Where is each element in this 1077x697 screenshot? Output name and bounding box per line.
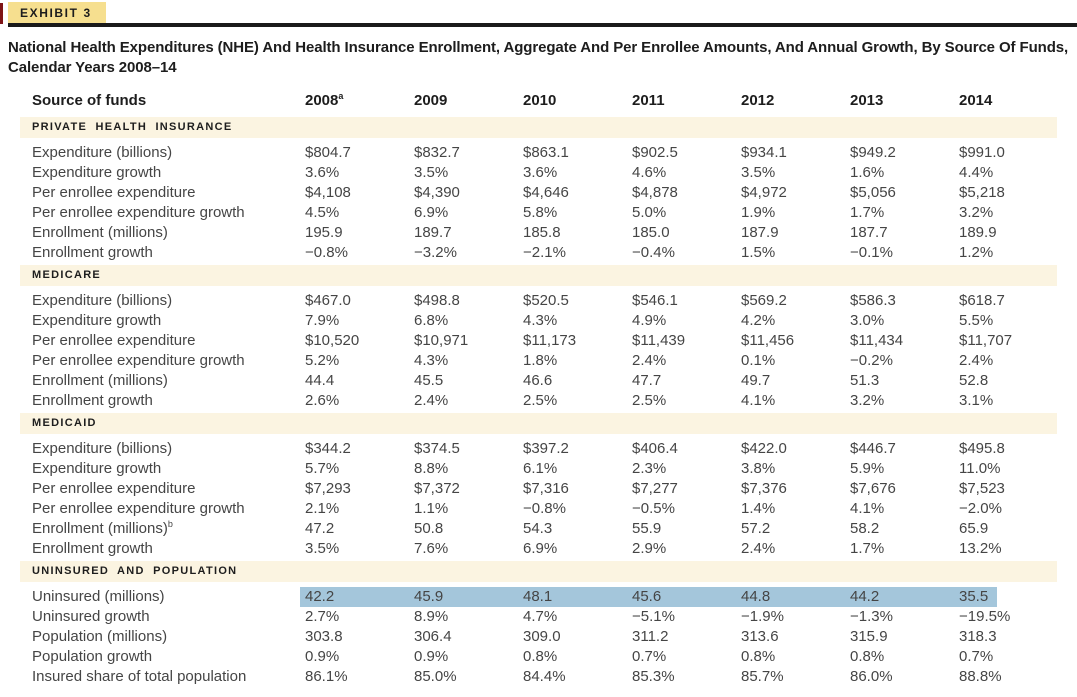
cell-value: 2.4% [959,352,994,369]
cell-value: −3.2% [414,244,457,261]
cell-value: 2.5% [523,392,558,409]
row-label: Enrollment growth [32,244,153,261]
table-row [20,499,1057,519]
cell-value: 2.4% [632,352,667,369]
row-label: Uninsured growth [32,608,150,625]
cell-value: $467.0 [305,292,351,309]
row-label: Population growth [32,648,153,665]
section-rows [20,582,1057,689]
cell-value: $991.0 [959,144,1005,161]
table-row [20,243,1057,263]
column-header-year: 2011 [632,92,665,109]
cell-value: 309.0 [523,628,561,645]
cell-value: $11,456 [741,332,795,349]
table-row [20,627,1057,647]
exhibit-title: National Health Expenditures (NHE) And Health Insurance Enrollment, Aggregate And Per Enrollee Amounts, And Annual Growth, By Source Of Funds, Calendar Years 2008–14 [8,39,1069,76]
cell-value: 42.2 [305,588,335,605]
table-row [20,479,1057,499]
cell-value: 44.4 [305,372,335,389]
cell-value: 4.1% [850,500,885,517]
cell-value: 86.1% [305,668,348,685]
cell-value: 1.6% [850,164,885,181]
row-label: Expenditure growth [32,460,162,477]
cell-value: 303.8 [305,628,343,645]
column-header-row [20,90,1057,117]
cell-value: 3.6% [523,164,558,181]
cell-value: 306.4 [414,628,452,645]
cell-value: 311.2 [632,628,669,645]
section-rows [20,434,1057,561]
cell-value: 2.4% [741,540,776,557]
cell-value: $422.0 [741,440,787,457]
cell-value: 1.5% [741,244,776,261]
cell-value: 5.8% [523,204,558,221]
row-label: Per enrollee expenditure [32,332,196,349]
cell-value: 4.7% [523,608,558,625]
cell-value: 3.5% [741,164,776,181]
cell-value: $406.4 [632,440,678,457]
column-header-year: 2013 [850,92,884,109]
cell-value: 189.7 [414,224,452,241]
cell-value: 2.4% [414,392,449,409]
cell-value: 3.2% [850,392,885,409]
exhibit-label: EXHIBIT 3 [8,2,106,23]
cell-value: $569.2 [741,292,787,309]
table-row [20,587,1057,607]
cell-value: 35.5 [959,588,989,605]
cell-value: $586.3 [850,292,896,309]
cell-value: −0.5% [632,500,675,517]
cell-value: $10,520 [305,332,360,349]
section-header: MEDICAID [20,413,1057,434]
cell-value: 4.2% [741,312,776,329]
cell-value: 0.7% [632,648,667,665]
cell-value: $4,390 [414,184,460,201]
row-label: Expenditure (billions) [32,144,173,161]
table-row [20,183,1057,203]
cell-value: 3.2% [959,204,994,221]
cell-value: 44.2 [850,588,880,605]
cell-value: 6.9% [414,204,449,221]
cell-value: 54.3 [523,520,553,537]
cell-value: 44.8 [741,588,771,605]
cell-value: $4,972 [741,184,787,201]
cell-value: −0.4% [632,244,675,261]
cell-value: $10,971 [414,332,469,349]
cell-value: 0.1% [741,352,776,369]
cell-value: 85.3% [632,668,675,685]
cell-value: 3.8% [741,460,776,477]
cell-value: 7.9% [305,312,340,329]
row-label: Uninsured (millions) [32,588,165,605]
column-header-source: Source of funds [32,92,147,109]
cell-value: 1.7% [850,204,885,221]
cell-value: 7.6% [414,540,449,557]
cell-value: 58.2 [850,520,880,537]
cell-value: −1.9% [741,608,784,625]
cell-value: 65.9 [959,520,989,537]
row-label: Per enrollee expenditure growth [32,352,245,369]
cell-value: $11,434 [850,332,904,349]
page-edge-mark [0,3,3,24]
cell-value: −0.1% [850,244,893,261]
cell-value: $4,878 [632,184,678,201]
cell-value: $7,277 [632,480,678,497]
cell-value: $446.7 [850,440,896,457]
cell-value: 3.6% [305,164,340,181]
cell-value: 6.8% [414,312,449,329]
cell-value: −0.8% [305,244,348,261]
cell-value: $863.1 [523,144,569,161]
table-row [20,667,1057,687]
cell-value: $949.2 [850,144,896,161]
footnote-marker: a [338,91,344,101]
section-header: UNINSURED AND POPULATION [20,561,1057,582]
cell-value: 4.5% [305,204,340,221]
cell-value: $902.5 [632,144,678,161]
row-label: Enrollment growth [32,392,153,409]
cell-value: 0.7% [959,648,994,665]
table-row [20,331,1057,351]
cell-value: 47.7 [632,372,662,389]
cell-value: $7,316 [523,480,569,497]
cell-value: 185.8 [523,224,561,241]
column-header-year: 2008$^a$ [305,91,344,109]
cell-value: $804.7 [305,144,351,161]
cell-value: 4.3% [523,312,558,329]
cell-value: $7,676 [850,480,896,497]
table-row [20,163,1057,183]
cell-value: −2.0% [959,500,1002,517]
cell-value: $4,108 [305,184,351,201]
cell-value: 313.6 [741,628,779,645]
cell-value: 3.5% [305,540,340,557]
cell-value: 185.0 [632,224,670,241]
cell-value: 3.1% [959,392,994,409]
cell-value: 2.6% [305,392,340,409]
row-label: Enrollment (millions) [32,372,168,389]
section-header: PRIVATE HEALTH INSURANCE [20,117,1057,138]
cell-value: 88.8% [959,668,1002,685]
cell-value: 55.9 [632,520,662,537]
cell-value: $832.7 [414,144,460,161]
cell-value: 8.8% [414,460,449,477]
cell-value: 50.8 [414,520,444,537]
cell-value: 1.7% [850,540,885,557]
cell-value: $934.1 [741,144,787,161]
cell-value: 1.2% [959,244,994,261]
cell-value: 187.7 [850,224,888,241]
cell-value: 4.1% [741,392,776,409]
row-label: Per enrollee expenditure [32,184,196,201]
cell-value: 189.9 [959,224,997,241]
row-label: Expenditure growth [32,164,162,181]
cell-value: 52.8 [959,372,989,389]
table-row [20,291,1057,311]
cell-value: 5.0% [632,204,667,221]
row-label: Expenditure growth [32,312,162,329]
cell-value: 5.7% [305,460,340,477]
cell-value: 1.1% [414,500,449,517]
row-label: Population (millions) [32,628,168,645]
cell-value: $4,646 [523,184,569,201]
column-header-year: 2012 [741,92,775,109]
cell-value: $344.2 [305,440,351,457]
row-label: Per enrollee expenditure growth [32,204,245,221]
cell-value: 0.8% [850,648,885,665]
row-label: Expenditure (billions) [32,292,173,309]
column-header-year: 2009 [414,92,448,109]
column-header-year: 2010 [523,92,557,109]
cell-value: 6.1% [523,460,558,477]
table-body [20,117,1057,689]
cell-value: $618.7 [959,292,1005,309]
data-table [20,90,1057,689]
cell-value: 86.0% [850,668,893,685]
cell-value: −19.5% [959,608,1011,625]
table-row [20,607,1057,627]
cell-value: 1.8% [523,352,558,369]
cell-value: −1.3% [850,608,893,625]
cell-value: $11,439 [632,332,686,349]
cell-value: 5.2% [305,352,340,369]
cell-value: 2.7% [305,608,340,625]
section-rows [20,138,1057,265]
cell-value: 13.2% [959,540,1002,557]
cell-value: $7,376 [741,480,787,497]
cell-value: $397.2 [523,440,569,457]
cell-value: 85.7% [741,668,784,685]
cell-value: 45.6 [632,588,662,605]
cell-value: $11,707 [959,332,1013,349]
cell-value: 45.9 [414,588,444,605]
table-row [20,391,1057,411]
cell-value: 315.9 [850,628,888,645]
cell-value: 2.9% [632,540,667,557]
cell-value: 46.6 [523,372,553,389]
table-row [20,371,1057,391]
cell-value: 2.1% [305,500,340,517]
cell-value: −0.2% [850,352,893,369]
cell-value: 0.9% [414,648,449,665]
cell-value: 11.0% [959,460,1001,477]
cell-value: 3.5% [414,164,449,181]
table-row [20,539,1057,559]
section-header: MEDICARE [20,265,1057,286]
cell-value: 187.9 [741,224,779,241]
row-label: Insured share of total population [32,668,247,685]
cell-value: 5.5% [959,312,994,329]
cell-value: $520.5 [523,292,569,309]
row-label: Per enrollee expenditure growth [32,500,245,517]
cell-value: −0.8% [523,500,566,517]
row-label: Per enrollee expenditure [32,480,196,497]
table-row [20,351,1057,371]
cell-value: 4.9% [632,312,667,329]
section-rows [20,286,1057,413]
row-label: Enrollment (millions)$^b$ [32,519,173,537]
cell-value: 51.3 [850,372,880,389]
cell-value: 0.9% [305,648,340,665]
cell-value: 4.3% [414,352,449,369]
cell-value: 8.9% [414,608,449,625]
cell-value: 0.8% [523,648,558,665]
table-row [20,439,1057,459]
column-header-year: 2014 [959,92,993,109]
cell-value: 1.9% [741,204,776,221]
row-label: Enrollment growth [32,540,153,557]
cell-value: $546.1 [632,292,678,309]
footnote-marker: b [167,519,173,529]
cell-value: 47.2 [305,520,335,537]
table-row [20,203,1057,223]
cell-value: 195.9 [305,224,343,241]
cell-value: 2.3% [632,460,667,477]
cell-value: 49.7 [741,372,771,389]
cell-value: 0.8% [741,648,776,665]
cell-value: $11,173 [523,332,577,349]
table-row [20,519,1057,539]
cell-value: 2.5% [632,392,667,409]
cell-value: 5.9% [850,460,885,477]
table-row [20,143,1057,163]
cell-value: 318.3 [959,628,997,645]
cell-value: 48.1 [523,588,553,605]
cell-value: −2.1% [523,244,566,261]
cell-value: 4.6% [632,164,667,181]
cell-value: $7,372 [414,480,460,497]
cell-value: 6.9% [523,540,558,557]
cell-value: −5.1% [632,608,675,625]
cell-value: 85.0% [414,668,457,685]
table-row [20,223,1057,243]
cell-value: $5,218 [959,184,1005,201]
cell-value: $495.8 [959,440,1005,457]
row-label: Enrollment (millions) [32,224,168,241]
cell-value: 45.5 [414,372,444,389]
row-label: Expenditure (billions) [32,440,173,457]
table-row [20,459,1057,479]
cell-value: 4.4% [959,164,994,181]
table-row [20,647,1057,667]
cell-value: 1.4% [741,500,776,517]
cell-value: $498.8 [414,292,460,309]
cell-value: 57.2 [741,520,771,537]
table-row [20,311,1057,331]
cell-value: $374.5 [414,440,460,457]
cell-value: 3.0% [850,312,885,329]
exhibit-rule [8,23,1077,27]
cell-value: $5,056 [850,184,896,201]
cell-value: $7,293 [305,480,351,497]
cell-value: $7,523 [959,480,1005,497]
cell-value: 84.4% [523,668,566,685]
